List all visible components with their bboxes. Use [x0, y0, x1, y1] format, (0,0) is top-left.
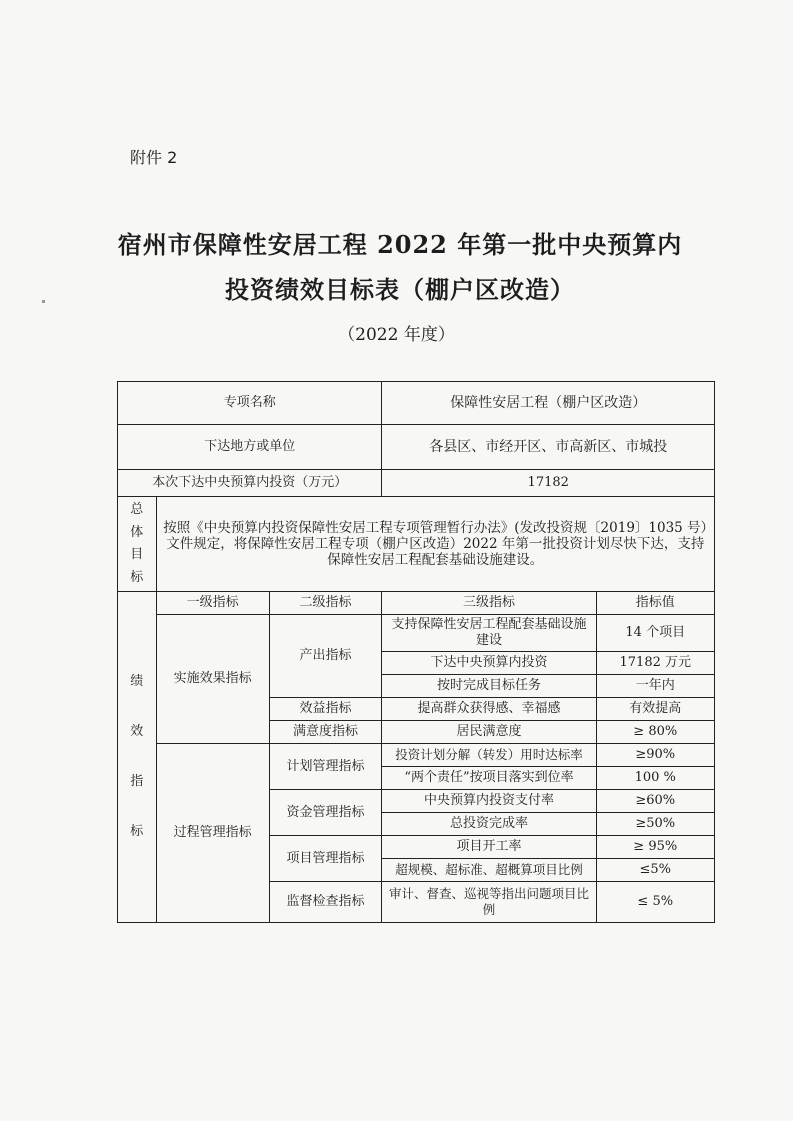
table-row — [118, 615, 715, 652]
level3-cell: “两个责任”按项目落实到位率 — [382, 767, 596, 790]
level2-cell: 资金管理指标 — [269, 790, 382, 836]
performance-target-table — [117, 381, 715, 923]
level3-cell: 审计、督查、巡视等指出问题项目比例 — [382, 882, 596, 923]
header-level1: 一级指标 — [156, 592, 269, 615]
info-label: 专项名称 — [118, 382, 382, 425]
header-level3: 三级指标 — [382, 592, 596, 615]
level2-cell: 产出指标 — [269, 615, 382, 698]
info-row — [118, 425, 715, 470]
level3-cell: 居民满意度 — [382, 721, 596, 744]
level3-cell: 中央预算内投资支付率 — [382, 790, 596, 813]
value-cell: 有效提高 — [596, 698, 714, 721]
info-value: 17182 — [382, 470, 715, 497]
value-cell: 17182 万元 — [596, 652, 714, 675]
performance-label: 绩 效 指 标 — [118, 592, 157, 923]
info-row — [118, 470, 715, 497]
document-title-line2: 投资绩效目标表（棚户区改造） — [225, 275, 575, 304]
document-title-line1: 宿州市保障性安居工程 2022 年第一批中央预算内 — [117, 230, 683, 259]
level2-cell: 项目管理指标 — [269, 836, 382, 882]
value-cell: 100 % — [596, 767, 714, 790]
info-row — [118, 382, 715, 425]
level2-cell: 监督检查指标 — [269, 882, 382, 923]
value-cell: ≤ 5% — [596, 882, 714, 923]
level2-cell: 满意度指标 — [269, 721, 382, 744]
info-label: 下达地方或单位 — [118, 425, 382, 470]
table-row — [118, 744, 715, 767]
value-cell: 一年内 — [596, 675, 714, 698]
overall-goal-row — [118, 497, 715, 592]
level2-cell: 效益指标 — [269, 698, 382, 721]
performance-header-row — [118, 592, 715, 615]
level3-cell: 下达中央预算内投资 — [382, 652, 596, 675]
value-cell: ≤5% — [596, 859, 714, 882]
header-value: 指标值 — [596, 592, 714, 615]
scan-speck — [42, 300, 45, 303]
info-value: 各县区、市经开区、市高新区、市城投 — [382, 425, 715, 470]
value-cell: ≥90% — [596, 744, 714, 767]
level2-cell: 计划管理指标 — [269, 744, 382, 790]
overall-goal-text: 按照《中央预算内投资保障性安居工程专项管理暂行办法》(发改投资规〔2019〕1035 号）文件规定，将保障性安居工程专项（棚户区改造）2022 年第一批投资计划尽快下达，支持保障性安居工程配套基础设施建设。 — [156, 497, 714, 592]
year-label: （2022 年度） — [338, 325, 455, 345]
info-value: 保障性安居工程（棚户区改造） — [382, 382, 715, 425]
level3-cell: 投资计划分解（转发）用时达标率 — [382, 744, 596, 767]
value-cell: ≥ 80% — [596, 721, 714, 744]
level3-cell: 项目开工率 — [382, 836, 596, 859]
level1-cell: 过程管理指标 — [156, 744, 269, 923]
value-cell: ≥ 95% — [596, 836, 714, 859]
attachment-label: 附件 2 — [130, 148, 178, 167]
overall-goal-label: 总 体 目 标 — [118, 497, 157, 592]
level3-cell: 按时完成目标任务 — [382, 675, 596, 698]
value-cell: 14 个项目 — [596, 615, 714, 652]
level3-cell: 超规模、超标准、超概算项目比例 — [382, 859, 596, 882]
header-level2: 二级指标 — [269, 592, 382, 615]
level3-cell: 提高群众获得感、幸福感 — [382, 698, 596, 721]
value-cell: ≥60% — [596, 790, 714, 813]
info-label: 本次下达中央预算内投资（万元） — [118, 470, 382, 497]
level1-cell: 实施效果指标 — [156, 615, 269, 744]
level3-cell: 支持保障性安居工程配套基础设施建设 — [382, 615, 596, 652]
value-cell: ≥50% — [596, 813, 714, 836]
level3-cell: 总投资完成率 — [382, 813, 596, 836]
